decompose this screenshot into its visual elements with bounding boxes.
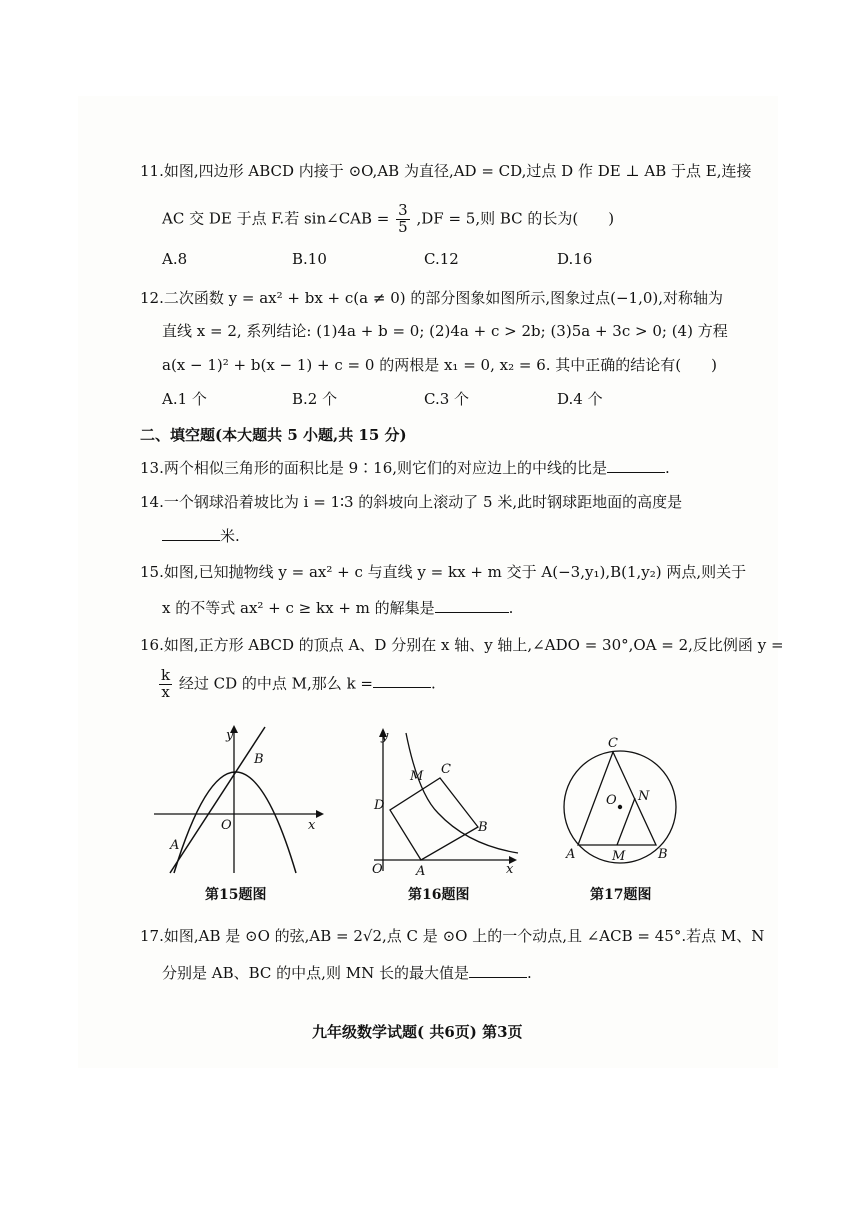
fig16-label-a: A bbox=[416, 864, 426, 878]
q13-end: . bbox=[665, 459, 670, 477]
q11-line2-b: ,DF = 5,则 BC 的长为( ) bbox=[416, 209, 615, 228]
q14-answer-blank[interactable] bbox=[162, 526, 220, 541]
q11-option-d: D.16 bbox=[557, 250, 593, 268]
fig17-label-b: B bbox=[658, 847, 668, 862]
fig16-label-m: M bbox=[410, 769, 424, 784]
fig17-label-m: M bbox=[612, 849, 626, 864]
q12-line2: 直线 x = 2, 系列结论: (1)4a + b = 0; (2)4a + c > 2b; (3)5a + 3c > 0; (4) 方程 bbox=[162, 322, 728, 340]
q17-end: . bbox=[526, 964, 532, 982]
q16-fraction bbox=[159, 668, 172, 701]
fig16-hyperbola bbox=[406, 733, 518, 853]
q15-text: x 的不等式 ax² + c ≥ kx + m 的解集是 bbox=[162, 599, 435, 617]
q14-line2 bbox=[162, 525, 240, 546]
section-title: 二、填空题(本大题共 5 小题,共 15 分) bbox=[140, 426, 407, 444]
fig17-label-c: C bbox=[608, 736, 618, 751]
fig16-label-d: D bbox=[374, 798, 385, 813]
q12-line3: a(x − 1)² + b(x − 1) + c = 0 的两根是 x₁ = 0, x₂ = 6. 其中正确的结论有( ) bbox=[162, 356, 717, 374]
figure-15 bbox=[150, 723, 335, 878]
fig16-label-b: B bbox=[478, 820, 488, 835]
fig17-caption: 第17题图 bbox=[590, 887, 652, 903]
page-footer: 九年级数学试题( 共6页) 第3页 bbox=[312, 1023, 523, 1041]
q11-option-b: B.10 bbox=[292, 250, 327, 268]
q11-option-a: A.8 bbox=[162, 250, 188, 268]
q15-line2 bbox=[162, 597, 513, 618]
fig15-parabola bbox=[174, 772, 296, 873]
fig15-label-x: x bbox=[308, 818, 316, 833]
fig16-square bbox=[390, 778, 478, 860]
q13 bbox=[140, 457, 670, 478]
q11-line2-a: AC 交 DE 于点 F.若 sin∠CAB = bbox=[162, 209, 390, 228]
q15-line1: 15.如图,已知抛物线 y = ax² + c 与直线 y = kx + m 交于 A(−3,y₁),B(1,y₂) 两点,则关于 bbox=[140, 563, 747, 581]
fig17-label-a: A bbox=[566, 847, 576, 862]
q14-end: 米. bbox=[220, 527, 240, 545]
q12-option-a: A.1 个 bbox=[162, 390, 207, 408]
figure-17 bbox=[555, 730, 685, 870]
fig17-center-dot bbox=[618, 805, 622, 809]
q11-frac-den: 5 bbox=[398, 217, 408, 236]
fig16-label-x: x bbox=[506, 862, 514, 877]
exam-page bbox=[78, 96, 778, 1068]
q16-frac-num: k bbox=[161, 666, 171, 684]
fig15-x-arrow bbox=[316, 810, 324, 818]
fig17-label-n: N bbox=[638, 789, 650, 804]
q17-text: 分别是 AB、BC 的中点,则 MN 长的最大值是 bbox=[162, 964, 469, 982]
fig16-label-o: O bbox=[372, 862, 383, 877]
q16-line2 bbox=[157, 668, 436, 701]
figure-16 bbox=[368, 723, 523, 878]
fig16-label-y: y bbox=[381, 729, 389, 744]
q16-text: 经过 CD 的中点 M,那么 k = bbox=[178, 674, 374, 693]
fig15-line bbox=[170, 727, 265, 873]
q17-line2 bbox=[162, 962, 532, 983]
q16-frac-den: x bbox=[161, 682, 170, 701]
fig16-label-c: C bbox=[441, 762, 451, 777]
q11-frac-num: 3 bbox=[398, 201, 408, 219]
q17-answer-blank[interactable] bbox=[469, 963, 527, 978]
q16-line1: 16.如图,正方形 ABCD 的顶点 A、D 分别在 x 轴、y 轴上,∠ADO = 30°,OA = 2,反比例函 y = bbox=[140, 636, 784, 654]
fig16-caption: 第16题图 bbox=[408, 887, 470, 903]
q14-line1: 14.一个钢球沿着坡比为 i = 1∶3 的斜坡向上滚动了 5 米,此时钢球距地面的高度是 bbox=[140, 493, 683, 511]
q12-option-c: C.3 个 bbox=[424, 390, 470, 408]
q12-option-b: B.2 个 bbox=[292, 390, 338, 408]
q11-option-c: C.12 bbox=[424, 250, 459, 268]
fig15-caption: 第15题图 bbox=[205, 887, 267, 903]
fig15-label-b: B bbox=[254, 752, 264, 767]
q17-line1: 17.如图,AB 是 ⊙O 的弦,AB = 2√2,点 C 是 ⊙O 上的一个动点,且 ∠ACB = 45°.若点 M、N bbox=[140, 927, 765, 945]
q12-line1: 12.二次函数 y = ax² + bx + c(a ≠ 0) 的部分图象如图所示,图象过点(−1,0),对称轴为 bbox=[140, 289, 724, 307]
fig17-label-o: O bbox=[606, 793, 617, 808]
q16-answer-blank[interactable] bbox=[373, 673, 431, 688]
q13-answer-blank[interactable] bbox=[607, 458, 665, 473]
q11-line2 bbox=[162, 203, 614, 236]
q11-fraction bbox=[396, 203, 410, 236]
fig15-label-y: y bbox=[226, 728, 234, 743]
fig15-label-a: A bbox=[170, 838, 180, 853]
q16-end: . bbox=[431, 674, 436, 693]
q12-option-d: D.4 个 bbox=[557, 390, 603, 408]
fig15-label-o: O bbox=[221, 818, 232, 833]
q15-end: . bbox=[508, 599, 514, 617]
q11-line1: 11.如图,四边形 ABCD 内接于 ⊙O,AB 为直径,AD = CD,过点 D 作 DE ⊥ AB 于点 E,连接 bbox=[140, 162, 752, 180]
q15-answer-blank[interactable] bbox=[435, 598, 509, 613]
q13-text: 13.两个相似三角形的面积比是 9∶16,则它们的对应边上的中线的比是 bbox=[140, 459, 608, 477]
